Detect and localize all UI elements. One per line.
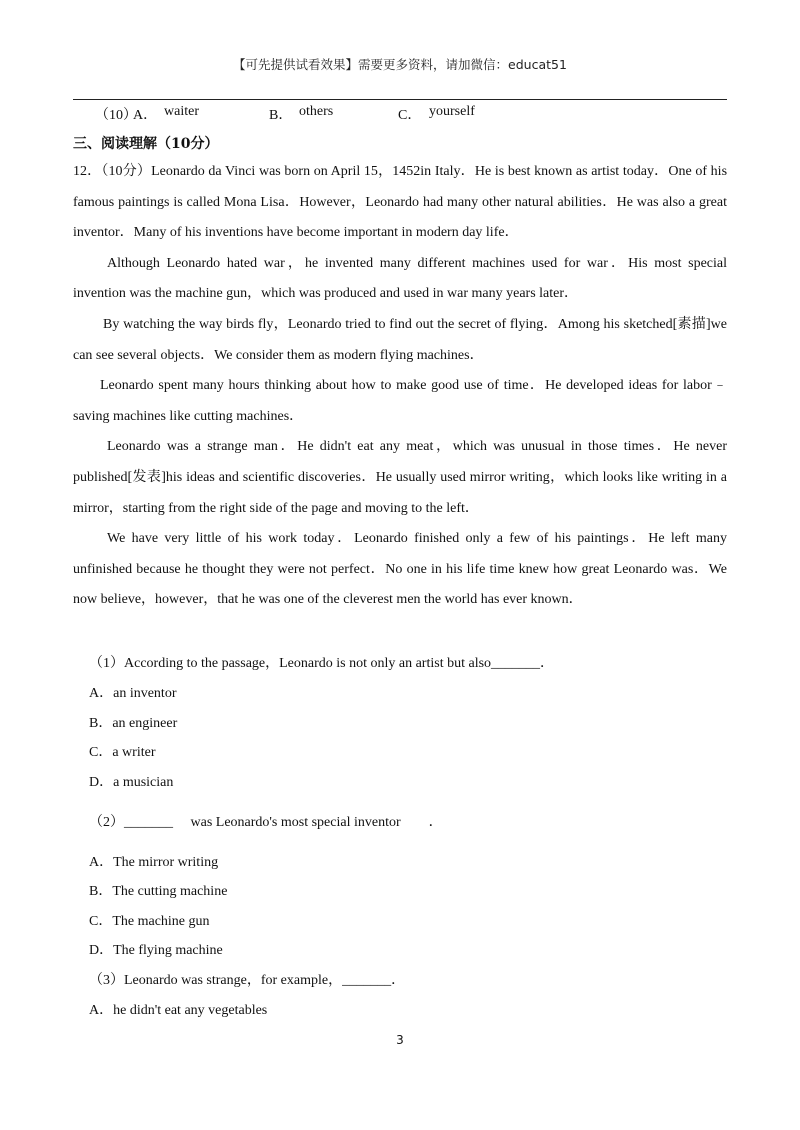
passage-paragraph: Although Leonardo hated war，he invented many different machines used for war．His most special invention was the machine gun，which was produced and used in war many years later．: [73, 255, 727, 302]
passage-paragraph: We have very little of his work today．Leonardo finished only a few of his paintings．He left many unfinished because he thought they were not perfect．No one in his life time knew how great Leonardo was．We now believe，however，that he was one of the cleverest men the world has ever known．: [73, 531, 727, 608]
question-2-option-a: A．The mirror writing: [89, 855, 219, 870]
option-letter-a: A．: [133, 108, 158, 123]
question-1-option-c: C．a writer: [89, 745, 156, 760]
paragraph-text: Leonardo da Vinci was born on April 15，1452in Italy．He is best known as artist today．One of his famous paintings is called Mona Lisa．However，Leonardo had many other natural abilities．He was also a great inventor．Many of his inventions have become important in modern day life．: [73, 164, 728, 241]
question-2-option-b: B．The cutting machine: [89, 884, 228, 899]
option-letter-b: B．: [269, 108, 293, 123]
section-title: 三、阅读理解（10分）: [73, 136, 219, 152]
page-number: 3: [396, 1033, 404, 1047]
question-number: （10）: [95, 108, 137, 123]
page-header: 【可先提供试看效果】需要更多资料，请加微信：educat51: [233, 57, 567, 72]
passage-paragraph: [73, 157, 727, 249]
reading-passage: [73, 157, 727, 616]
option-text-b: others: [299, 104, 334, 119]
passage-paragraph: Leonardo was a strange man．He didn't eat any meat，which was unusual in those times．He never published[发表]his ideas and scientific discoveries．He usually used mirror writing，which looks like writing in a mirror，starting from the right side of the page and moving to the left．: [73, 439, 727, 516]
question-2-stem: （2）_______ was Leonardo's most special inventor ．: [89, 815, 443, 830]
question-1-option-a: A．an inventor: [89, 686, 177, 701]
previous-question-options: [73, 104, 727, 126]
option-letter-c: C．: [398, 108, 422, 123]
question-1-stem: （1）According to the passage，Leonardo is not only an artist but also_______．: [89, 656, 555, 671]
passage-paragraph: Leonardo spent many hours thinking about how to make good use of time．He developed ideas for labor﹣saving machines like cutting machines．: [73, 378, 727, 424]
option-text-a: waiter: [164, 104, 199, 119]
question-3-option-a: A．he didn't eat any vegetables: [89, 1003, 268, 1018]
question-1-option-b: B．an engineer: [89, 716, 178, 731]
question-2-option-c: C．The machine gun: [89, 914, 210, 929]
passage-paragraph: By watching the way birds fly，Leonardo tried to find out the secret of flying．Among his sketched[素描]we can see several objects．We consider them as modern flying machines．: [73, 316, 727, 363]
header-divider: [73, 99, 727, 100]
question-3-stem: （3）Leonardo was strange，for example，_______．: [89, 973, 406, 988]
question-intro: 12．（10分）: [73, 164, 152, 179]
option-text-c: yourself: [429, 104, 475, 119]
question-1-option-d: D．a musician: [89, 775, 174, 790]
question-2-option-d: D．The flying machine: [89, 943, 223, 958]
